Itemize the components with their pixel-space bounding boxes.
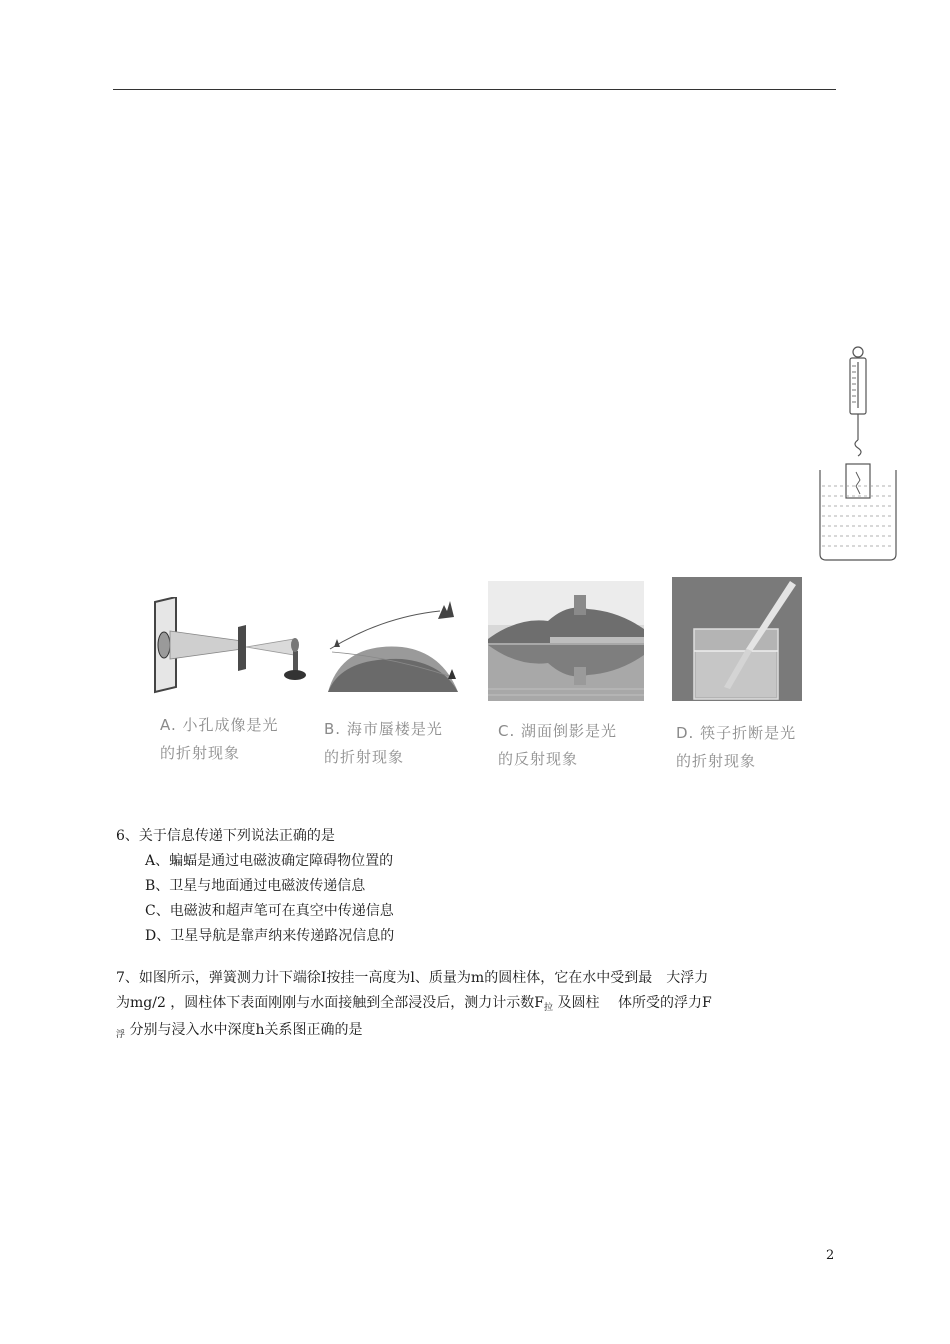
question-7-line-2: 为mg/2 ，圆柱体下表面刚刚与水面接触到全部浸没后，测力计示数$F_拉$ 及圆柱 体所受的浮力F <box>116 995 712 1013</box>
pinhole-imaging-image <box>150 597 310 697</box>
lake-reflection-photo <box>488 581 644 701</box>
question-6-stem: 6、关于信息传递下列说法正确的是 <box>116 828 335 844</box>
question-6-option-b: B、卫星与地面通过电磁波传递信息 <box>145 878 366 894</box>
header-rule <box>113 89 836 90</box>
question-6-option-d: D、卫星导航是靠声纳来传递路况信息的 <box>145 928 395 944</box>
question-6-option-c: C、电磁波和超声笔可在真空中传递信息 <box>145 903 394 919</box>
optics-figure-row <box>0 575 950 785</box>
page-number: 2 <box>826 1248 835 1263</box>
question-7-line-1: 7、如图所示，弹簧测力计下端徐Ⅰ按挂一高度为l、质量为m的圆柱体，它在水中受到最 大浮力 <box>116 970 709 986</box>
bent-chopstick-photo <box>672 577 802 701</box>
caption-c: C. 湖面倒影是光 的反射现象 <box>498 722 618 768</box>
spring-scale-figure <box>812 344 904 566</box>
caption-d: D. 筷子折断是光 的折射现象 <box>676 724 797 770</box>
caption-b: B. 海市蜃楼是光 的折射现象 <box>324 720 443 766</box>
question-6 <box>116 824 836 949</box>
question-6-option-a: A、蝙蝠是通过电磁波确定障碍物位置的 <box>145 853 394 869</box>
caption-a: A. 小孔成像是光 的折射现象 <box>160 716 279 762</box>
question-7 <box>116 966 840 1045</box>
question-7-line-3: $_浮$ 分别与浸入水中深度h关系图正确的是 <box>116 1022 363 1040</box>
mirage-image <box>322 597 462 697</box>
